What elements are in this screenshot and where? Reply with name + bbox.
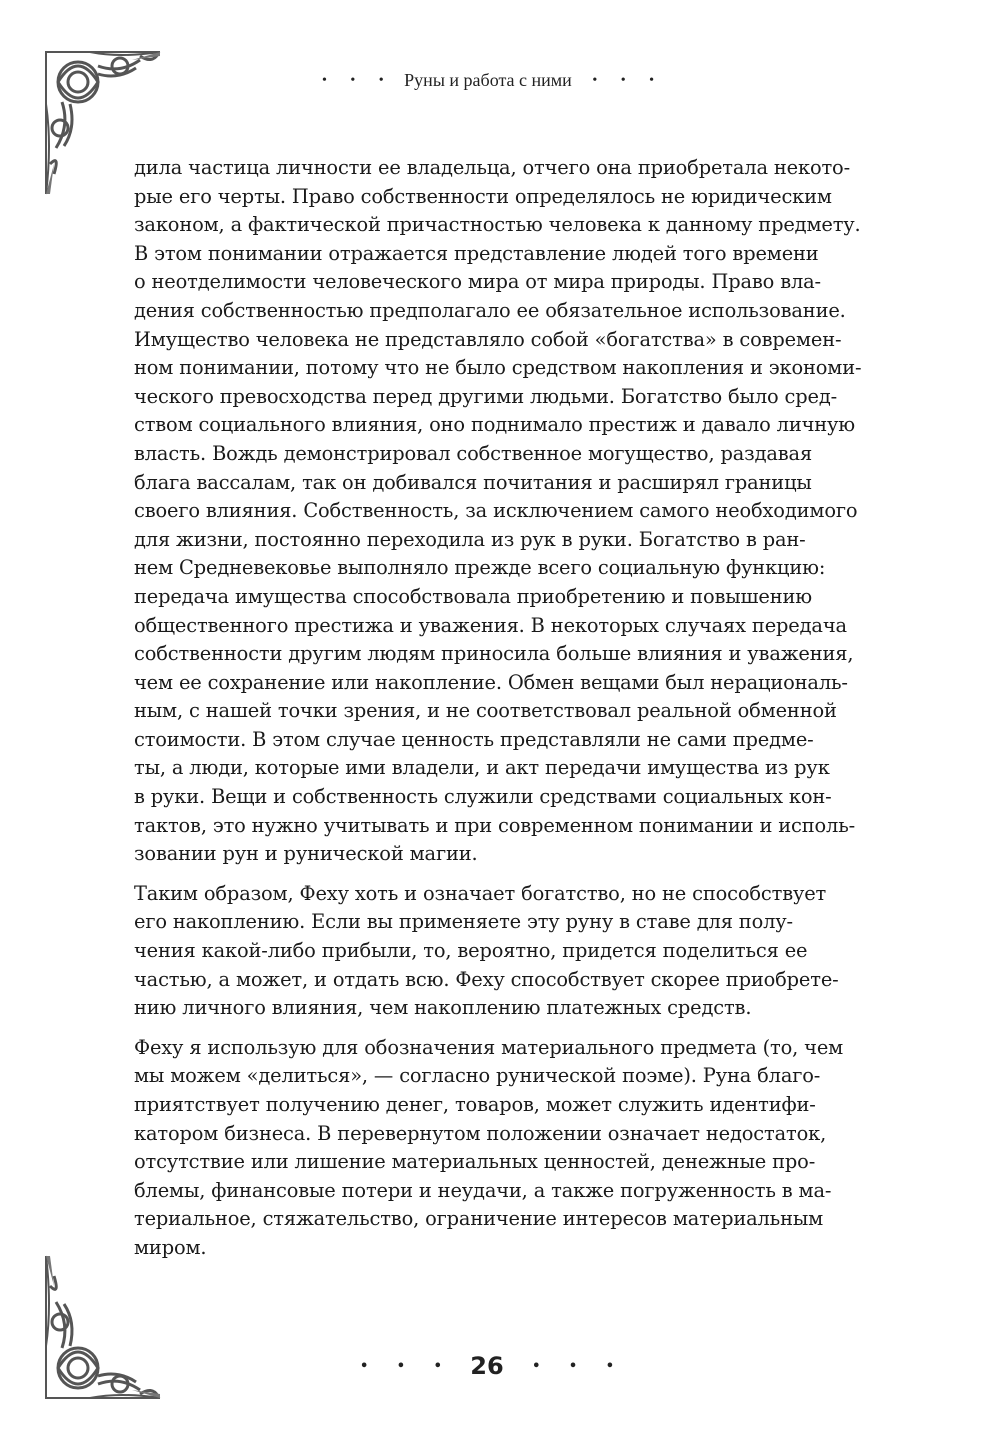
paragraph: Таким образом, Феху хоть и означает богатство, но не способствует его накоплению. Если вы применяете эту руну в ставе для полу- чения какой-либо прибыли, то, вероятно, придется поделиться ее частью, а может, и отдать всю. Феху способствует скорее приобрете- нию личного влияния, чем накоплению платежных средств. bbox=[134, 881, 839, 1020]
page-number: 26 bbox=[470, 1352, 504, 1380]
footer-dots-left: • • • bbox=[359, 1359, 454, 1374]
running-header bbox=[0, 70, 986, 91]
header-title: Руны и работа с ними bbox=[404, 70, 572, 90]
page-footer bbox=[0, 1352, 986, 1380]
paragraph: Феху я использую для обозначения материального предмета (то, чем мы можем «делиться», — согласно рунической поэме). Руна благо- приятствует получению денег, товаров, может служить идентифи- катором бизнеса. В перевернутом положении означает недостаток, отсутствие или лишение материальных ценностей, денежные про- блемы, финансовые потери и неудачи, а также погруженность в ма- териальное, стяжательство, ограничение интересов материальным миром. bbox=[134, 1035, 844, 1259]
paragraph: дила частица личности ее владельца, отчего она приобретала некото- рые его черты. Право собственности определялось не юридическим законом, а фактической причастностью человека к данному предмету. В этом понимании отражается представление людей того времени о неотделимости человеческого мира от мира природы. Право вла- дения собственностью предполагало ее обязательное использование. Имущество человека не представляло собой «богатства» в современ- ном понимании, потому что не было средством накопления и экономи- ческого превосходства перед другими людьми. Богатство было сред- ством социального влияния, оно поднимало престиж и давало личную власть. Вождь демонстрировал собственное могущество, раздавая блага вассалам, так он добивался почитания и расширял границы своего влияния. Собственность, за исключением самого необходимого для жизни, постоянно переходила из рук в руки. Богатство в ран- нем Средневековье выполняло прежде всего социальную функцию: передача имущества способствовала приобретению и повышению общественного престижа и уважения. В некоторых случаях передача собственности другим людям приносила больше влияния и уважения, чем ее сохранение или накопление. Обмен вещами был нерациональ- ным, с нашей точки зрения, и не соответствовал реальной обменной стоимости. В этом случае ценность представляли не сами предме- ты, а люди, которые ими владели, и акт передачи имущества из рук в руки. Вещи и собственность служили средствами социальных кон- тактов, это нужно учитывать и при современном понимании и исполь- зовании рун и рунической магии. bbox=[134, 156, 862, 866]
header-dots-left: • • • bbox=[321, 73, 394, 88]
body-text bbox=[134, 154, 886, 1274]
header-dots-right: • • • bbox=[592, 73, 665, 88]
footer-dots-right: • • • bbox=[532, 1359, 627, 1374]
